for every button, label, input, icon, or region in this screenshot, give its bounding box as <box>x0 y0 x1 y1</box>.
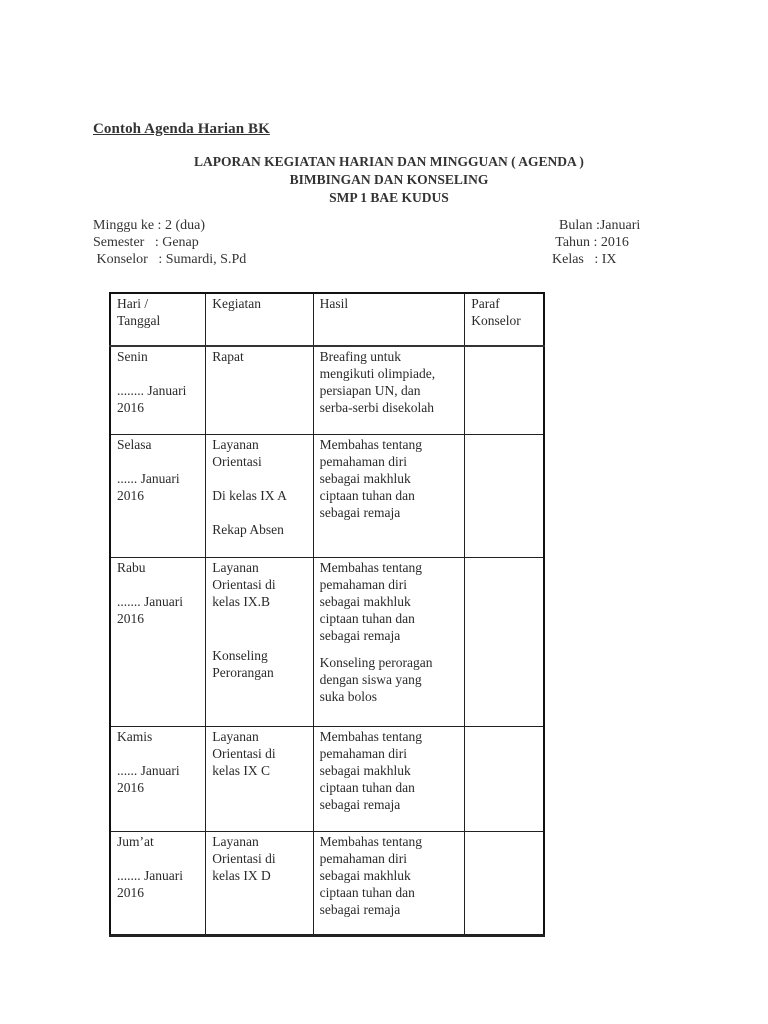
cell-activity <box>206 557 313 726</box>
day-date: ...... Januari <box>117 762 180 778</box>
report-title-line-1: LAPORAN KEGIATAN HARIAN DAN MINGGUAN ( AGENDA ) <box>194 154 584 169</box>
header-signature <box>465 293 544 346</box>
result-line: Breafing untuk <box>319 349 401 364</box>
report-title-line-3: SMP 1 BAE KUDUS <box>329 190 449 205</box>
day-name: Selasa <box>117 436 152 452</box>
table-row <box>110 831 544 935</box>
header-sign-line2: Konselor <box>471 313 521 328</box>
cell-signature <box>465 726 544 831</box>
day-year: 2016 <box>117 400 144 415</box>
activity-line: Di kelas IX A <box>212 487 287 503</box>
day-date: ....... Januari <box>117 867 183 883</box>
result-line: sebagai remaja <box>319 796 401 812</box>
day-name: Rabu <box>117 559 146 575</box>
cell-activity <box>206 726 313 831</box>
cell-day <box>110 434 206 557</box>
cell-signature <box>465 557 544 726</box>
header-sign-line1: Paraf <box>471 296 500 311</box>
document-heading: Contoh Agenda Harian BK <box>93 121 270 137</box>
result-line: Membahas tentang <box>319 833 422 849</box>
report-title <box>0 153 768 207</box>
info-year: Tahun : 2016 <box>552 235 629 250</box>
day-name: Jum’at <box>117 833 154 849</box>
table-row <box>110 346 544 434</box>
info-class: Kelas : IX <box>552 252 617 267</box>
cell-result <box>313 726 465 831</box>
activity-line: kelas IX C <box>212 762 271 778</box>
info-counselor: Konselor : Sumardi, S.Pd <box>93 252 247 267</box>
cell-result <box>313 831 465 935</box>
result-line: Membahas tentang <box>319 728 422 744</box>
header-day-line1: Hari / <box>117 296 149 311</box>
activity-line: Orientasi di <box>212 576 276 592</box>
result-line: sebagai makhluk <box>319 470 411 486</box>
result-line: suka bolos <box>319 688 378 704</box>
result-line: Membahas tentang <box>319 436 422 452</box>
activity-line: Orientasi di <box>212 745 276 761</box>
info-right <box>552 217 640 268</box>
cell-result <box>313 557 465 726</box>
header-day-line2: Tanggal <box>117 313 161 328</box>
day-name: Senin <box>117 349 148 364</box>
result-line: sebagai makhluk <box>319 762 411 778</box>
cell-result <box>313 434 465 557</box>
day-date: ...... Januari <box>117 470 180 486</box>
table-row <box>110 557 544 726</box>
activity-line: Orientasi <box>212 453 262 469</box>
header-day <box>110 293 206 346</box>
activity-line: Layanan <box>212 559 259 575</box>
result-line: dengan siswa yang <box>319 671 422 687</box>
cell-day <box>110 831 206 935</box>
result-line: sebagai makhluk <box>319 867 411 883</box>
cell-activity <box>206 346 313 434</box>
day-date: ........ Januari <box>117 383 187 398</box>
result-line: ciptaan tuhan dan <box>319 779 415 795</box>
cell-day <box>110 557 206 726</box>
cell-activity <box>206 434 313 557</box>
result-line: pemahaman diri <box>319 576 407 592</box>
cell-signature <box>465 346 544 434</box>
activity-line: Layanan <box>212 436 259 452</box>
result-line: sebagai remaja <box>319 901 401 917</box>
activity-line: Layanan <box>212 833 259 849</box>
result-line: ciptaan tuhan dan <box>319 884 415 900</box>
activity-line: Rekap Absen <box>212 521 284 537</box>
activity-line: Konseling <box>212 647 268 663</box>
agenda-table <box>109 292 545 937</box>
activity-line: kelas IX D <box>212 867 271 883</box>
activity-line: Orientasi di <box>212 850 276 866</box>
activity-line: Layanan <box>212 728 259 744</box>
header-activity-label: Kegiatan <box>212 296 261 311</box>
cell-day <box>110 346 206 434</box>
result-line: Membahas tentang <box>319 559 422 575</box>
result-line: pemahaman diri <box>319 850 407 866</box>
activity-line: kelas IX.B <box>212 593 271 609</box>
result-line: mengikuti olimpiade, <box>319 366 436 381</box>
result-line: persiapan UN, dan <box>319 383 421 398</box>
result-line: sebagai makhluk <box>319 593 411 609</box>
table-row <box>110 726 544 831</box>
header-activity <box>206 293 313 346</box>
table-row <box>110 434 544 557</box>
cell-day <box>110 726 206 831</box>
cell-activity <box>206 831 313 935</box>
result-line: pemahaman diri <box>319 453 407 469</box>
result-line: serba-serbi disekolah <box>319 400 434 415</box>
cell-signature <box>465 831 544 935</box>
day-year: 2016 <box>117 884 144 900</box>
header-result <box>313 293 465 346</box>
activity-line: Perorangan <box>212 664 274 680</box>
cell-result <box>313 346 465 434</box>
day-year: 2016 <box>117 610 144 626</box>
day-year: 2016 <box>117 487 144 503</box>
info-month: Bulan :Januari <box>552 218 641 233</box>
report-title-line-2: BIMBINGAN DAN KONSELING <box>289 172 489 187</box>
result-line: sebagai remaja <box>319 504 401 520</box>
result-line: Konseling peroragan <box>319 654 433 670</box>
result-line: ciptaan tuhan dan <box>319 610 415 626</box>
result-line: pemahaman diri <box>319 745 407 761</box>
table-header-row <box>110 293 544 346</box>
cell-signature <box>465 434 544 557</box>
info-week: Minggu ke : 2 (dua) <box>93 218 205 233</box>
activity-line: Rapat <box>212 349 244 364</box>
day-year: 2016 <box>117 779 144 795</box>
header-result-label: Hasil <box>319 296 349 311</box>
result-line: sebagai remaja <box>319 627 401 643</box>
info-semester: Semester : Genap <box>93 235 199 250</box>
result-line: ciptaan tuhan dan <box>319 487 415 503</box>
day-name: Kamis <box>117 728 153 744</box>
info-left <box>93 217 246 268</box>
day-date: ....... Januari <box>117 593 183 609</box>
